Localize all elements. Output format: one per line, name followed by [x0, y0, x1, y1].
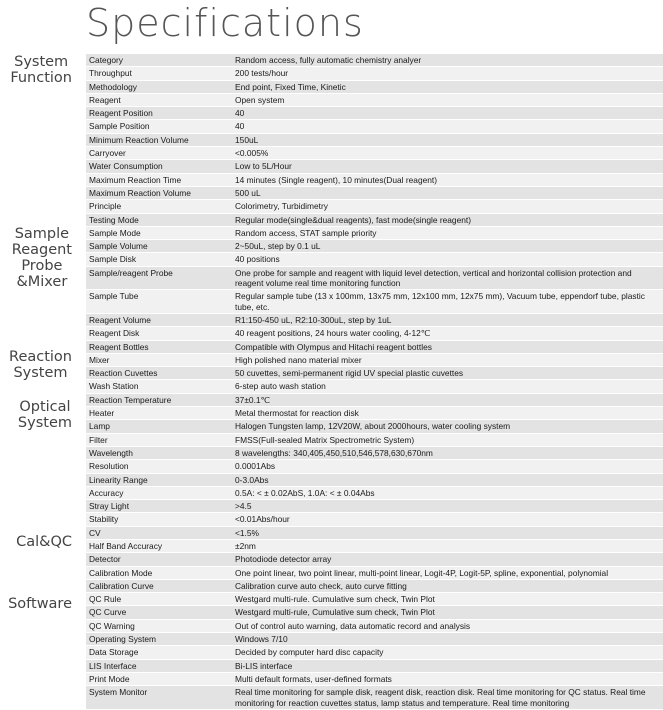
spec-row [86, 367, 663, 380]
spec-row [86, 340, 663, 353]
spec-row [86, 446, 663, 459]
spec-key: Throughput [86, 67, 232, 80]
spec-key: Data Storage [86, 646, 232, 659]
spec-value: 0.0001Abs [232, 460, 663, 473]
spec-key: Methodology [86, 80, 232, 93]
spec-row [86, 539, 663, 552]
spec-row [86, 226, 663, 239]
spec-row [86, 486, 663, 499]
spec-value: 40 [232, 120, 663, 133]
spec-key: Print Mode [86, 672, 232, 685]
spec-value: 40 [232, 107, 663, 120]
spec-row [86, 593, 663, 606]
spec-key: Reaction Cuvettes [86, 367, 232, 380]
spec-row [86, 473, 663, 486]
spec-row [86, 460, 663, 473]
spec-row [86, 266, 663, 290]
spec-value: Compatible with Olympus and Hitachi reagent bottles [232, 340, 663, 353]
spec-value: R1:150-450 uL, R2:10-300uL, step by 1uL [232, 313, 663, 326]
spec-value: Open system [232, 93, 663, 106]
spec-value: 37±0.1℃ [232, 393, 663, 406]
spec-value: One probe for sample and reagent with liquid level detection, vertical and horizontal collision protection and reagent volume real time monitoring function [232, 266, 663, 290]
spec-row [86, 173, 663, 186]
spec-key: Maximum Reaction Volume [86, 186, 232, 199]
spec-row [86, 133, 663, 146]
page-title: Specifications [86, 1, 364, 45]
spec-row [86, 433, 663, 446]
spec-key: Accuracy [86, 486, 232, 499]
spec-row [86, 606, 663, 619]
spec-value: 0-3.0Abs [232, 473, 663, 486]
spec-value: Westgard multi-rule, Cumulative sum check, Twin Plot [232, 606, 663, 619]
section-optical-system: Optical System [17, 399, 72, 431]
spec-row [86, 253, 663, 266]
spec-key: Mixer [86, 353, 232, 366]
spec-key: Lamp [86, 420, 232, 433]
spec-key: Maximum Reaction Time [86, 173, 232, 186]
spec-key: Reagent [86, 93, 232, 106]
spec-value: <1.5% [232, 526, 663, 539]
spec-key: System Monitor [86, 686, 232, 710]
spec-key: Sample Tube [86, 290, 232, 314]
spec-value: 6-step auto wash station [232, 380, 663, 393]
spec-row [86, 619, 663, 632]
spec-row [86, 420, 663, 433]
spec-key: Detector [86, 553, 232, 566]
spec-value: 500 uL [232, 186, 663, 199]
spec-key: Sample Disk [86, 253, 232, 266]
spec-row [86, 393, 663, 406]
section-system-function: System Function [10, 54, 72, 86]
spec-value: 0.5A: < ± 0.02AbS, 1.0A: < ± 0.04Abs [232, 486, 663, 499]
spec-row [86, 200, 663, 213]
spec-key: QC Warning [86, 619, 232, 632]
section-reaction-system: Reaction System [9, 349, 72, 381]
spec-value: High polished nano material mixer [232, 353, 663, 366]
spec-value: ±2nm [232, 539, 663, 552]
section-cal-qc: Cal&QC [16, 534, 72, 550]
spec-value: 8 wavelengths: 340,405,450,510,546,578,630,670nm [232, 446, 663, 459]
spec-key: Category [86, 54, 232, 67]
spec-row [86, 120, 663, 133]
spec-key: Filter [86, 433, 232, 446]
spec-value: 40 positions [232, 253, 663, 266]
spec-value: <0.01Abs/hour [232, 513, 663, 526]
spec-key: Sample/reagent Probe [86, 266, 232, 290]
spec-key: CV [86, 526, 232, 539]
spec-row [86, 67, 663, 80]
section-software: Software [8, 596, 72, 612]
spec-value: Metal thermostat for reaction disk [232, 407, 663, 420]
spec-row [86, 500, 663, 513]
spec-row [86, 80, 663, 93]
spec-value: <0.005% [232, 147, 663, 160]
spec-value: Out of control auto warning, data automatic record and analysis [232, 619, 663, 632]
spec-row [86, 566, 663, 579]
spec-key: Operating System [86, 633, 232, 646]
spec-value: 150uL [232, 133, 663, 146]
spec-row [86, 672, 663, 685]
spec-value: >4.5 [232, 500, 663, 513]
spec-value: Calibration curve auto check, auto curve fitting [232, 579, 663, 592]
spec-key: Half Band Accuracy [86, 539, 232, 552]
spec-key: Water Consumption [86, 160, 232, 173]
spec-key: Reagent Bottles [86, 340, 232, 353]
section-sample-reagent: Sample Reagent Probe &Mixer [11, 226, 72, 290]
spec-value: Real time monitoring for sample disk, reagent disk, reaction disk. Real time monitoring for QC status. Real time monitoring for reaction cuvettes status, lamp status and temperature. Real time monitoring [232, 686, 663, 710]
spec-row [86, 353, 663, 366]
spec-value: Photodiode detector array [232, 553, 663, 566]
spec-key: Linearity Range [86, 473, 232, 486]
spec-row [86, 186, 663, 199]
spec-row [86, 160, 663, 173]
spec-row [86, 327, 663, 340]
spec-key: Heater [86, 407, 232, 420]
spec-row [86, 313, 663, 326]
spec-row [86, 646, 663, 659]
spec-value: Halogen Tungsten lamp, 12V20W, about 2000hours, water cooling system [232, 420, 663, 433]
spec-key: Sample Position [86, 120, 232, 133]
spec-value: Bi-LIS interface [232, 659, 663, 672]
spec-value: 50 cuvettes, semi-permanent rigid UV special plastic cuvettes [232, 367, 663, 380]
spec-row [86, 213, 663, 226]
spec-row [86, 579, 663, 592]
spec-row [86, 240, 663, 253]
spec-key: Reaction Temperature [86, 393, 232, 406]
spec-row [86, 93, 663, 106]
spec-value: Regular mode(single&dual reagents), fast mode(single reagent) [232, 213, 663, 226]
spec-key: Reagent Position [86, 107, 232, 120]
spec-key: Reagent Volume [86, 313, 232, 326]
spec-value: Random access, fully automatic chemistry analyer [232, 54, 663, 67]
spec-value: Regular sample tube (13 x 100mm, 13x75 mm, 12x100 mm, 12x75 mm), Vacuum tube, eppendorf tube, plastic tube, etc. [232, 290, 663, 314]
spec-key: Sample Mode [86, 226, 232, 239]
spec-key: LIS Interface [86, 659, 232, 672]
spec-value: Multi default formats, user-defined formats [232, 672, 663, 685]
spec-value: Colorimetry, Turbidimetry [232, 200, 663, 213]
spec-key: Reagent Disk [86, 327, 232, 340]
spec-row [86, 54, 663, 67]
spec-value: 40 reagent positions, 24 hours water cooling, 4-12℃ [232, 327, 663, 340]
spec-row [86, 633, 663, 646]
spec-value: End point, Fixed Time, Kinetic [232, 80, 663, 93]
spec-key: Stray Light [86, 500, 232, 513]
spec-value: Windows 7/10 [232, 633, 663, 646]
spec-key: Resolution [86, 460, 232, 473]
spec-row [86, 380, 663, 393]
spec-key: Sample Volume [86, 240, 232, 253]
spec-key: Carryover [86, 147, 232, 160]
spec-key: Testing Mode [86, 213, 232, 226]
spec-row [86, 290, 663, 314]
spec-key: Stability [86, 513, 232, 526]
spec-key: Wavelength [86, 446, 232, 459]
spec-row [86, 526, 663, 539]
spec-value: 14 minutes (Single reagent), 10 minutes(Dual reagent) [232, 173, 663, 186]
spec-row [86, 107, 663, 120]
spec-row [86, 659, 663, 672]
spec-key: Minimum Reaction Volume [86, 133, 232, 146]
spec-row [86, 553, 663, 566]
spec-value: 200 tests/hour [232, 67, 663, 80]
spec-row [86, 407, 663, 420]
spec-key: QC Curve [86, 606, 232, 619]
spec-key: Principle [86, 200, 232, 213]
spec-key: QC Rule [86, 593, 232, 606]
spec-key: Calibration Mode [86, 566, 232, 579]
spec-row [86, 513, 663, 526]
spec-key: Wash Station [86, 380, 232, 393]
spec-row [86, 686, 663, 710]
spec-key: Calibration Curve [86, 579, 232, 592]
spec-table [86, 54, 663, 710]
spec-value: Westgard multi-rule. Cumulative sum check, Twin Plot [232, 593, 663, 606]
spec-value: Low to 5L/Hour [232, 160, 663, 173]
spec-value: 2~50uL, step by 0.1 uL [232, 240, 663, 253]
spec-table-body [86, 54, 663, 709]
spec-value: One point linear, two point linear, multi-point linear, Logit-4P, Logit-5P, spline, exponential, polynomial [232, 566, 663, 579]
spec-row [86, 147, 663, 160]
spec-value: Decided by computer hard disc capacity [232, 646, 663, 659]
spec-value: FMSS(Full-sealed Matrix Spectrometric System) [232, 433, 663, 446]
spec-value: Random access, STAT sample priority [232, 226, 663, 239]
